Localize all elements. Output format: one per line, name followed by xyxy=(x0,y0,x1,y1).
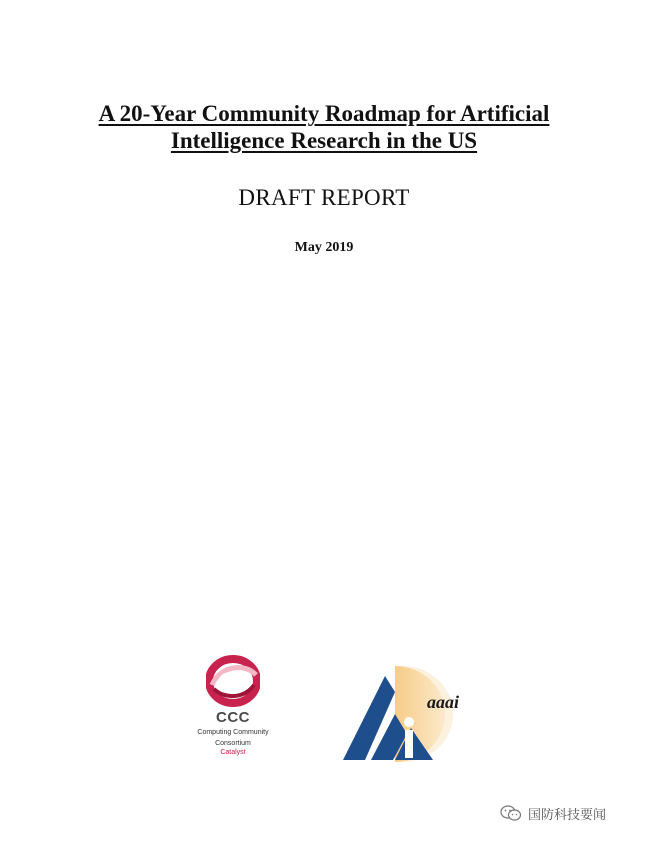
aaai-text: aaai xyxy=(427,692,460,712)
wechat-watermark xyxy=(500,803,606,823)
title-line-1: A 20-Year Community Roadmap for Artificial xyxy=(98,101,550,126)
report-date: May 2019 xyxy=(294,240,354,255)
draft-report-label: DRAFT REPORT xyxy=(238,185,410,210)
watermark-text: 国防科技要闻 xyxy=(528,807,607,823)
ccc-name-line-2: Consortium xyxy=(215,740,251,747)
aaai-dot xyxy=(404,717,414,727)
ccc-name-line-1: Computing Community xyxy=(197,729,269,736)
ccc-logo xyxy=(192,655,274,756)
ccc-letters: CCC xyxy=(216,709,250,726)
wechat-icon xyxy=(500,804,522,822)
title-line-2: Intelligence Research in the US xyxy=(170,128,478,153)
aaai-logo xyxy=(343,662,475,764)
ccc-tagline: Catalyst xyxy=(220,749,246,756)
ccc-ring-icon xyxy=(206,655,260,707)
document-title xyxy=(0,100,648,154)
